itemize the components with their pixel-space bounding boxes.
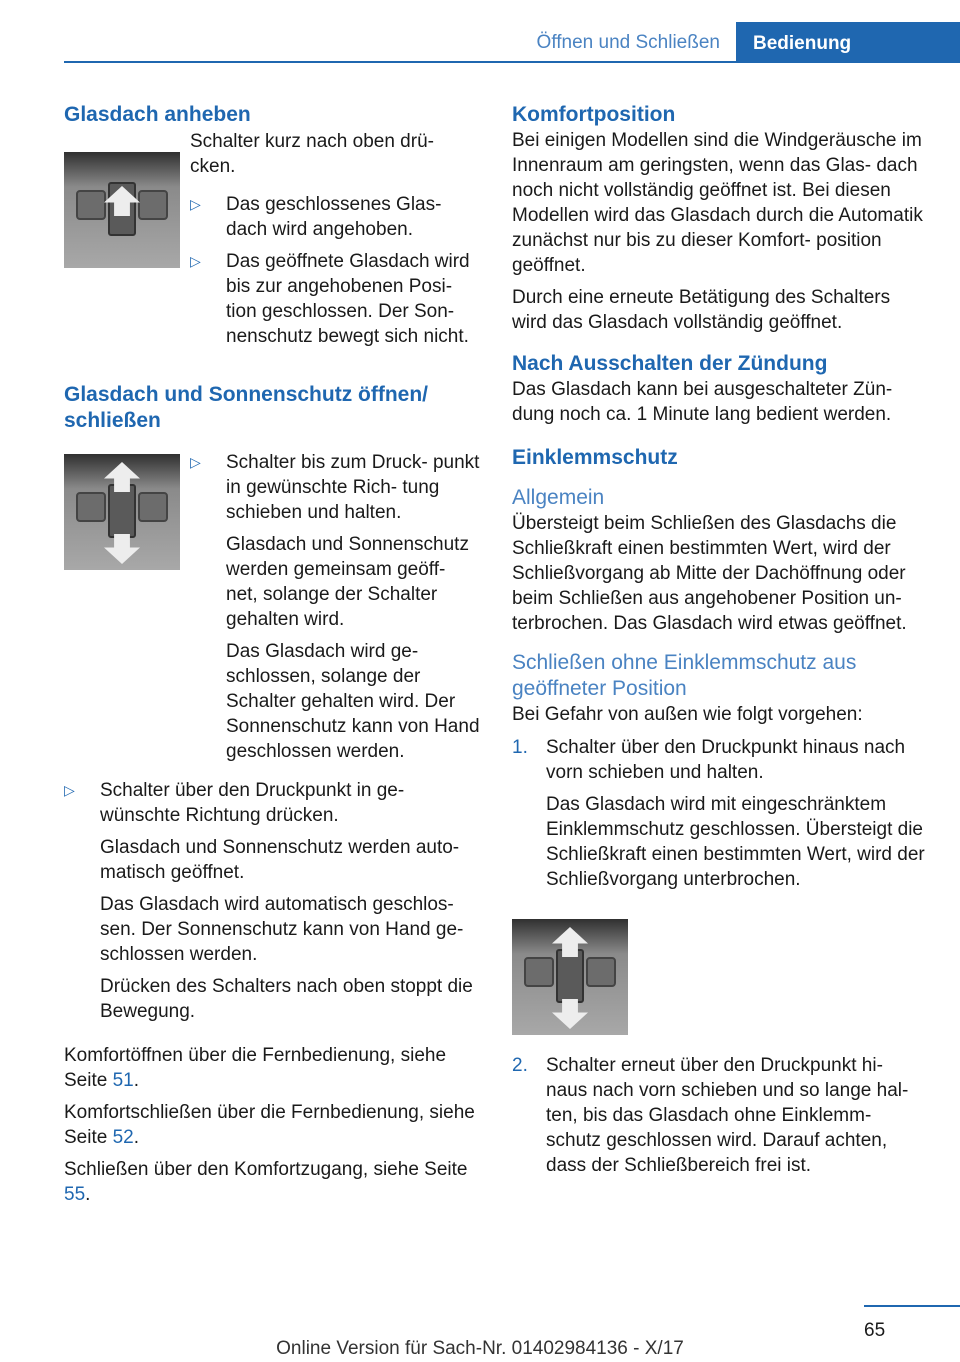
page-link[interactable]: 52 (112, 1127, 134, 1148)
left-column (64, 102, 480, 1214)
heading-glasdach-anheben: Glasdach anheben (64, 103, 251, 126)
footer-text: Online Version für Sach-Nr. 01402984136 - X/17 (276, 1338, 684, 1359)
anheben-intro: Schalter kurz nach oben drü‐ cken. (190, 131, 434, 177)
header-rule (64, 61, 960, 63)
switch-updown-image (64, 454, 180, 570)
header-section: Öffnen und Schließen (536, 32, 720, 53)
switch-up-image (64, 152, 180, 268)
arrow-down-icon (552, 999, 588, 1029)
list-item: 2. Schalter erneut über den Druckpunkt hi‐ naus nach vorn schieben und so lange hal‐ ten, bis das Glasdach ohne Einklemm‐ schutz geschlossen wird. Darauf achten, dass der Schließbereich frei ist. (512, 1055, 909, 1176)
list-item: ▷ Schalter bis zum Druck‐ punkt in gewünschte Rich‐ tung schieben und halten. Glasdach und Sonnenschutz werden gemeinsam geöff‐ net, solange der Schalter gehalten wird. Das Glasdach wird ge‐ schlossen, solange der Schalter gehalten wird. Der Sonnenschutz kann von Hand geschlossen werden. (190, 452, 480, 762)
ref-komfortzugang: Schließen über den Komfortzugang, siehe Seite 55. (64, 1159, 468, 1205)
arrow-down-icon (104, 534, 140, 564)
heading-einklemmschutz: Einklemmschutz (512, 446, 678, 469)
ref-komfortoeffnen: Komfortöffnen über die Fernbedienung, siehe Seite 51. (64, 1045, 447, 1091)
list-item: ▷ Das geöffnete Glasdach wird bis zur angehobenen Posi‐ tion geschlossen. Der Son‐ nenschutz bewegt sich nicht. (190, 251, 470, 347)
heading-sonnenschutz: Glasdach und Sonnenschutz öffnen/ schließen (64, 383, 429, 432)
page-number-rule (864, 1305, 960, 1307)
ref-komfortschliessen: Komfortschließen über die Fernbedienung, siehe Seite 52. (64, 1102, 475, 1148)
page-link[interactable]: 51 (112, 1070, 134, 1091)
switch-updown-image (512, 919, 628, 1035)
header-tab: Bedienung (736, 22, 960, 63)
list-item: ▷ Schalter über den Druckpunkt in ge‐ wünschte Richtung drücken. Glasdach und Sonnenschutz werden auto‐ matisch geöffnet. Das Glasdach wird automatisch geschlos‐ sen. Der Sonnenschutz kann von Hand ge‐ schlossen werden. Drücken des Schalters nach oben stoppt die Bewegung. (64, 780, 473, 1022)
heading-komfortposition: Komfortposition (512, 103, 676, 126)
page-link[interactable]: 55 (64, 1184, 86, 1205)
heading-ohne-einklemmschutz: Schließen ohne Einklemmschutz aus geöffneter Position (512, 651, 857, 700)
right-column: Komfortposition Bei einigen Modellen sind die Windgeräusche im Innenraum am geringsten, wenn das Glas‐ dach noch nicht vollständig geöffnet ist. Bei diesen Modellen wird das Glasdach durch die Automatik zunächst nur bis zu dieser Komfort‐ position geöffnet. Durch eine erneute Betätigung des Schalters wird das Glasdach vollständig geöffnet. Nach Ausschalten der Zündung Das Glasdach kann bei ausgeschalteter Zün‐ dung noch ca. 1 Minute lang bedient werden. Einklemmschutz Allgemein Übersteigt beim Schließen des Glasdachs die Schließkraft einen bestimmten Wert, wird der Schließvorgang ab Mitte der Dachöffnung oder beim Schließen aus angehobener Position un‐ terbrochen. Das Glasdach wird etwas geöffnet. Schließen ohne Einklemmschutz aus geöffneter Position Bei Gefahr von außen wie folgt vorgehen: 1. Schalter über den Druckpunkt hinaus nach vorn schieben und halten. Das Glasdach wird mit eingeschränktem Einklemmschutz geschlossen. Übersteigt die Schließkraft einen bestimmten Wert, wird der Schließvorgang unterbrochen. 2. Schalter erneut über den Druckpunkt hi‐ naus nach vorn schieben und so lange hal‐ ten, bis das Glasdach ohne Einklemm‐ schutz geschlossen wird. Darauf achten, dass der Schließbereich frei ist. (512, 102, 928, 1178)
heading-allgemein: Allgemein (512, 486, 605, 509)
sonnenschutz-block (64, 450, 480, 778)
page-number: 65 (864, 1320, 886, 1341)
anheben-block (64, 132, 480, 356)
list-item: ▷ Das geschlossenes Glas‐ dach wird angehoben. (190, 194, 442, 240)
heading-zuendung: Nach Ausschalten der Zündung (512, 352, 828, 375)
list-item: 1. Schalter über den Druckpunkt hinaus nach vorn schieben und halten. Das Glasdach wird mit eingeschränktem Einklemmschutz geschlossen. Übersteigt die Schließkraft einen bestimmten Wert, wird der Schließvorgang unterbrochen. (512, 737, 925, 890)
